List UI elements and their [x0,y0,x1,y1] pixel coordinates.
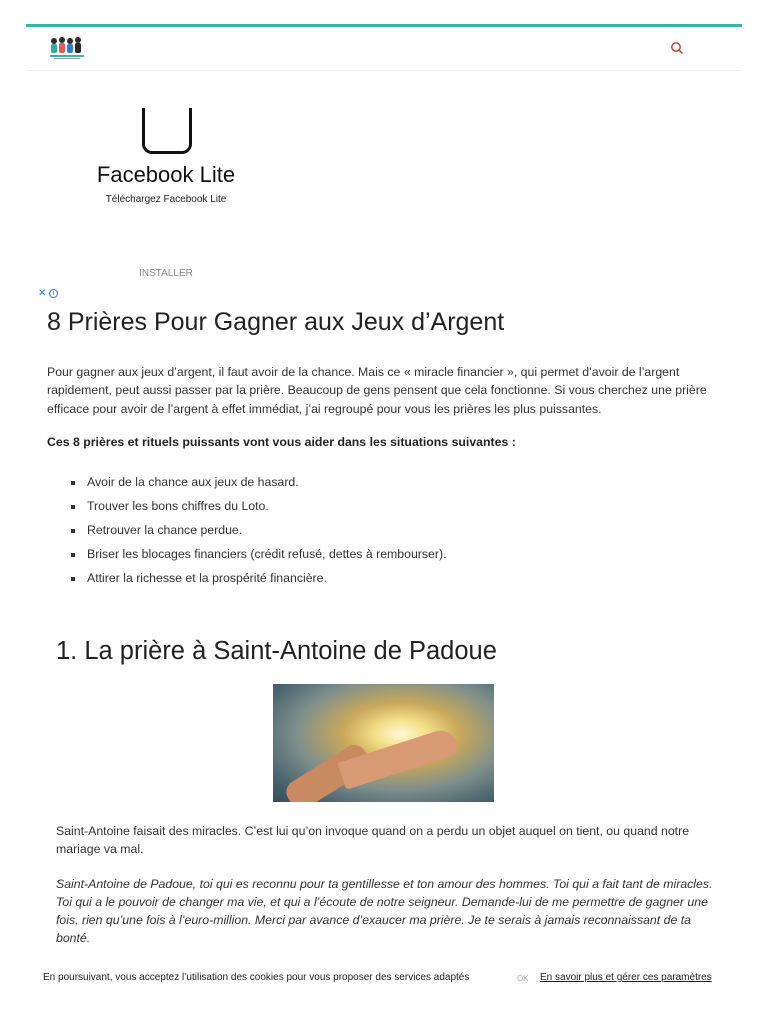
ad-banner [26,90,742,300]
ad-install-button[interactable]: INSTALLER [139,268,193,279]
list-item: Retrouver la chance perdue. [47,518,717,542]
ad-title[interactable]: Facebook Lite [96,162,236,187]
list-item: Attirer la richesse et la prospérité financière. [47,566,717,590]
section-heading: 1. La prière à Saint-Antoine de Padoue [56,637,497,665]
search-button[interactable] [670,41,684,55]
list-item: Briser les blocages financiers (crédit refusé, dettes à rembourser). [47,542,717,566]
list-item: Trouver les bons chiffres du Loto. [47,494,717,518]
article-content [47,363,717,590]
section-body [56,822,716,964]
page-title: 8 Prières Pour Gagner aux Jeux d’Argent [47,308,505,336]
list-item: Avoir de la chance aux jeux de hasard. [47,470,717,494]
section-paragraph: Saint-Antoine faisait des miracles. C’est lui qu’on invoque quand on a perdu un objet auquel on tient, ou quand notre mariage va mal. [56,824,690,857]
hero-image-hand-sky [273,684,494,802]
search-icon [670,41,684,55]
hand-shape [338,726,461,790]
ad-subtitle: Téléchargez Facebook Lite [105,194,227,205]
cookie-banner [0,958,768,998]
app-frame-icon[interactable] [142,108,192,154]
site-logo[interactable] [48,35,88,61]
cookie-ok-button[interactable]: OK [517,974,529,983]
prayer-text: Saint-Antoine de Padoue, toi qui es reconnu pour ta gentillesse et ton amour des hommes. Toi qui a fait tant de miracles. Toi qui a le pouvoir de changer ma vie, et qui a l’écoute de notre seigneur. Demande-lui de me permettre de gagner une fois, rien qu’une fois à l’euro-million. Merci par avance d’exaucer ma prière. Je te serais à jamais reconnaissant de ta bonté. [56,876,713,946]
ad-close-icon[interactable]: ✕ [38,288,47,299]
lead-paragraph: Ces 8 prières et rituels puissants vont vous aider dans les situations suivantes : [47,434,516,449]
cookie-text: En poursuivant, vous acceptez l’utilisation des cookies pour vous proposer des services adaptés [43,972,470,983]
site-header [26,27,742,71]
situations-list [47,470,717,590]
ad-info-icon[interactable]: i [49,289,58,298]
cookie-settings-link[interactable]: En savoir plus et gérer ces paramètres [540,972,712,983]
intro-paragraph: Pour gagner aux jeux d’argent, il faut avoir de la chance. Mais ce « miracle financier », qui permet d’avoir de l’argent rapidement, peut aussi passer par la prière. Beaucoup de gens pensent que cela fonctionne. Si vous cherchez une prière efficace pour avoir de l’argent à effet immédiat, j’ai regroupé pour vous les prières les plus puissantes. [47,365,707,416]
site-logo-icon [48,35,88,61]
